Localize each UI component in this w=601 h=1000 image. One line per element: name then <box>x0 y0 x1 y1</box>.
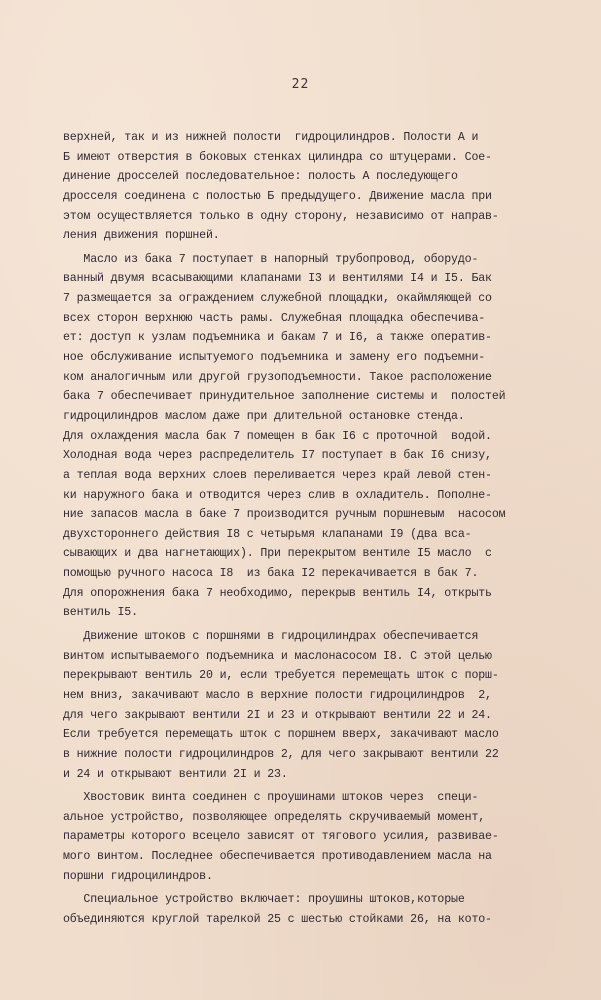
text-line: Б имеют отверстия в боковых стенках цилиндра со штуцерами. Сое- <box>63 150 492 164</box>
text-line: ком аналогичным или другой грузоподъемности. Такое расположение <box>63 370 492 384</box>
text-line: ки наружного бака и отводится через слив в охладитель. Пополне- <box>63 488 492 502</box>
text-line: Специальное устройство включает: проушины штоков,которые <box>63 893 465 907</box>
text-line: а теплая вода верхних слоев переливается через край левой стен- <box>63 468 492 482</box>
text-line: сывающих и два нагнетающих). При перекрытом вентиле I5 масло с <box>63 547 492 561</box>
text-line: нем вниз, закачивают масло в верхние полости гидроцилиндров 2, <box>63 688 492 702</box>
text-line: Масло из бака 7 поступает в напорный трубопровод, оборудо- <box>63 252 479 266</box>
text-line: поршни гидроцилиндров. <box>63 869 213 883</box>
text-line: дросселя соединена с полостью Б предыдущего. Движение масла при <box>63 189 492 203</box>
text-line: ления движения поршней. <box>63 229 220 243</box>
text-line: динение дросселей последовательное: полость А последующего <box>63 170 458 184</box>
page-number: 22 <box>291 77 310 92</box>
text-line: перекрывают вентиль 20 и, если требуется перемещать шток с порш- <box>63 669 499 683</box>
text-line: помощью ручного насоса I8 из бака I2 перекачивается в бак 7. <box>63 567 479 581</box>
text-line: винтом испытываемого подъемника и маслонасосом I8. С этой целью <box>63 649 492 663</box>
text-line: Для охлаждения масла бак 7 помещен в бак I6 с проточной водой. <box>63 429 492 443</box>
text-line: параметры которого всецело зависят от тягового усилия, развивае- <box>63 830 499 844</box>
text-line: альное устройство, позволяющее определять скручиваемый момент, <box>63 810 486 824</box>
text-line: ет: доступ к узлам подъемника и бакам 7 и I6, а также оператив- <box>63 331 492 345</box>
text-line: Движение штоков с поршнями в гидроцилиндрах обеспечивается <box>63 630 479 644</box>
text-line: ное обслуживание испытуемого подъемника и замену его подъемни- <box>63 351 486 365</box>
paragraph <box>63 890 575 929</box>
body-text <box>63 128 575 930</box>
text-line: Хвостовик винта соединен с проушинами штоков через специ- <box>63 791 479 805</box>
text-line: Для опорожнения бака 7 необходимо, перекрыв вентиль I4, открыть <box>63 586 492 600</box>
text-line: Если требуется перемещать шток с поршнем вверх, закачивают масло <box>63 728 499 742</box>
text-line: 7 размещается за ограждением служебной площадки, окаймляющей со <box>63 292 492 306</box>
paragraph <box>63 627 575 784</box>
text-line: ние запасов масла в баке 7 производится ручным поршневым насосом <box>63 508 506 522</box>
paragraph <box>63 250 575 623</box>
text-line: объединяются круглой тарелкой 25 с шестью стойками 26, на кото- <box>63 912 492 926</box>
text-line: мого винтом. Последнее обеспечивается противодавлением масла на <box>63 850 492 864</box>
text-line: в нижние полости гидроцилиндров 2, для чего закрывают вентили 22 <box>63 747 499 761</box>
text-line: бака 7 обеспечивает принудительное заполнение системы и полостей <box>63 390 506 404</box>
text-line: и 24 и открывают вентили 2I и 23. <box>63 767 288 781</box>
paragraph <box>63 788 575 886</box>
text-line: всех сторон верхнюю часть рамы. Служебная площадка обеспечива- <box>63 311 486 325</box>
text-line: ванный двумя всасывающими клапанами I3 и вентилями I4 и I5. Бак <box>63 272 492 286</box>
text-line: вентиль I5. <box>63 606 138 620</box>
text-line: этом осуществляется только в одну сторону, независимо от направ- <box>63 209 499 223</box>
text-line: двухстороннего действия I8 с четырьмя клапанами I9 (два вса- <box>63 527 472 541</box>
text-line: для чего закрывают вентили 2I и 23 и открывают вентили 22 и 24. <box>63 708 492 722</box>
text-line: Холодная вода через распределитель I7 поступает в бак I6 снизу, <box>63 449 492 463</box>
paragraph <box>63 128 575 246</box>
text-line: гидроцилиндров маслом даже при длительной остановке стенда. <box>63 409 465 423</box>
text-line: верхней, так и из нижней полости гидроцилиндров. Полости А и <box>63 131 479 144</box>
